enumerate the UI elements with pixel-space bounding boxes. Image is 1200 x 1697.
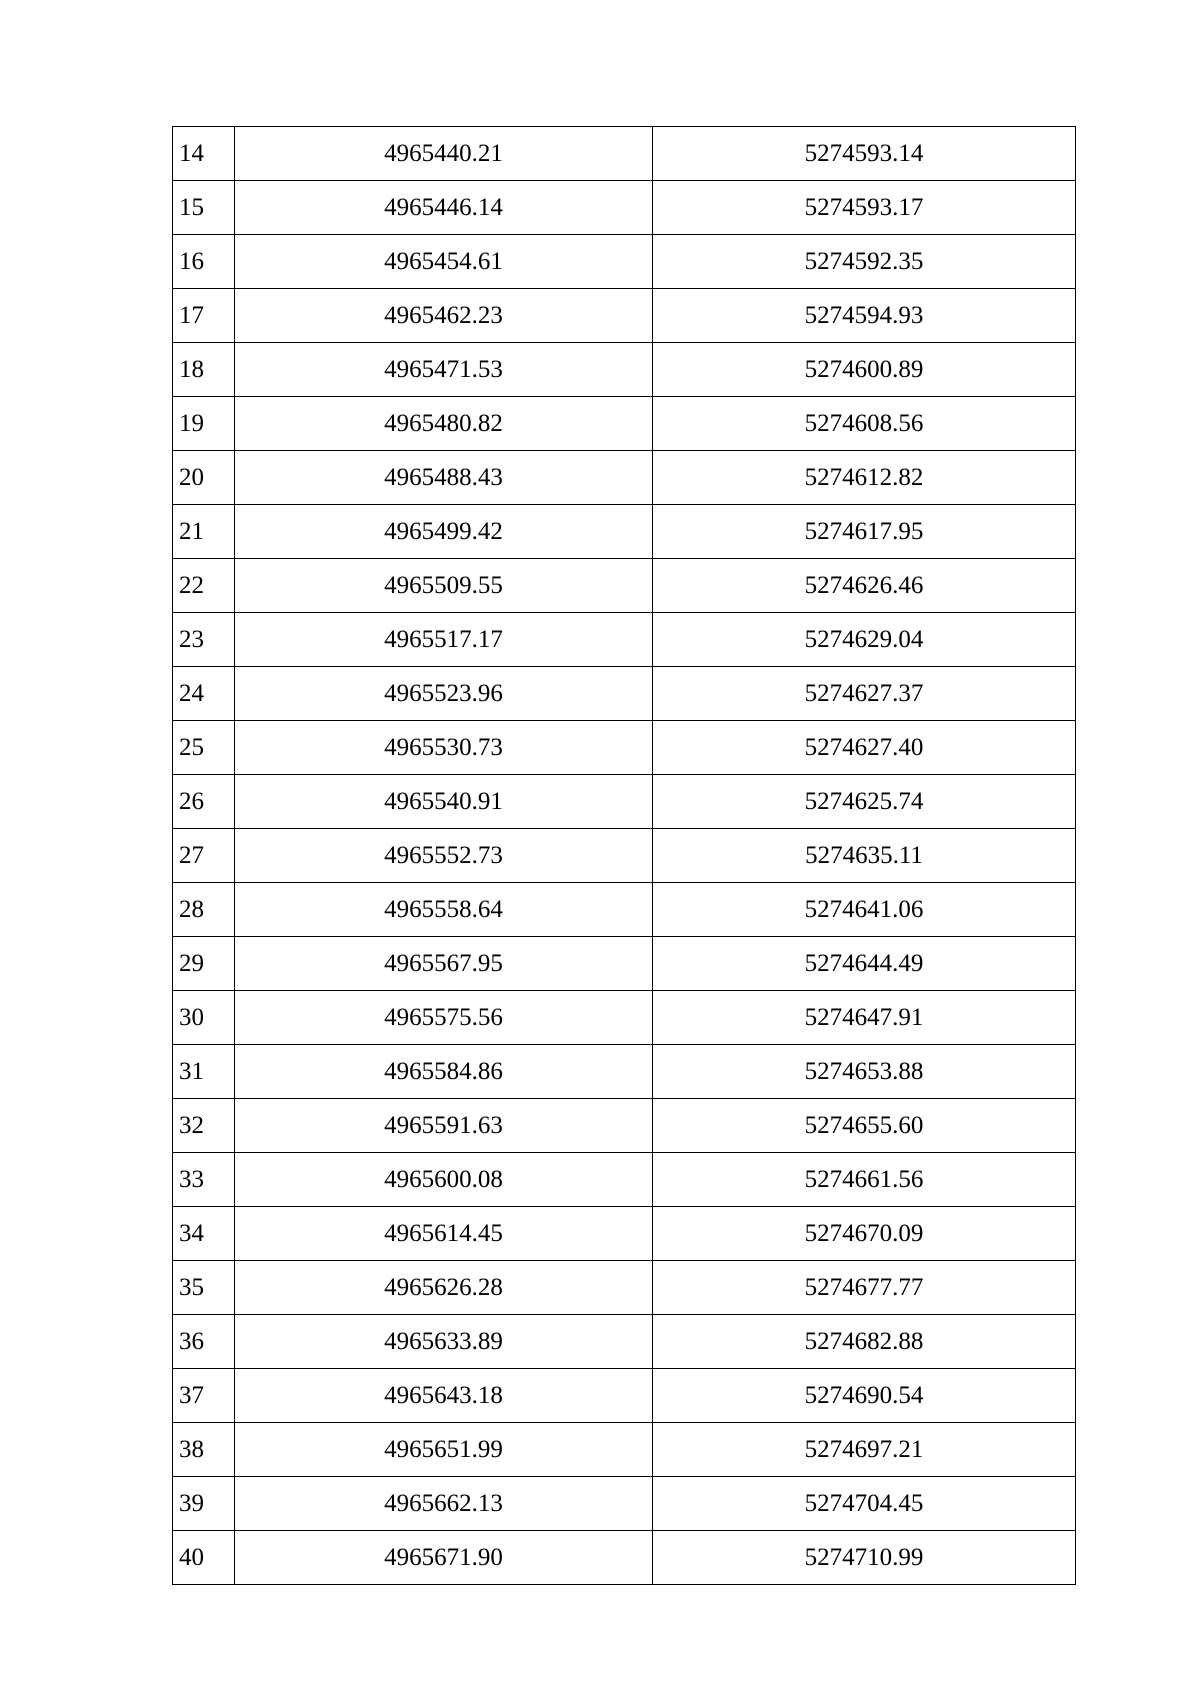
x-coordinate-cell: 4965651.99 [235, 1423, 653, 1477]
y-coordinate-cell: 5274653.88 [653, 1045, 1076, 1099]
y-coordinate-cell: 5274625.74 [653, 775, 1076, 829]
point-number-cell: 39 [173, 1477, 235, 1531]
table-row [173, 1153, 1076, 1207]
x-coordinate-cell: 4965626.28 [235, 1261, 653, 1315]
point-number-cell: 18 [173, 343, 235, 397]
y-coordinate-cell: 5274704.45 [653, 1477, 1076, 1531]
point-number-cell: 19 [173, 397, 235, 451]
y-coordinate-cell: 5274612.82 [653, 451, 1076, 505]
x-coordinate-cell: 4965567.95 [235, 937, 653, 991]
table-row [173, 829, 1076, 883]
y-coordinate-cell: 5274677.77 [653, 1261, 1076, 1315]
y-coordinate-cell: 5274594.93 [653, 289, 1076, 343]
table-row [173, 343, 1076, 397]
table-row [173, 1099, 1076, 1153]
x-coordinate-cell: 4965591.63 [235, 1099, 653, 1153]
coordinates-table [172, 126, 1076, 1585]
point-number-cell: 33 [173, 1153, 235, 1207]
x-coordinate-cell: 4965523.96 [235, 667, 653, 721]
point-number-cell: 31 [173, 1045, 235, 1099]
table-row [173, 883, 1076, 937]
point-number-cell: 25 [173, 721, 235, 775]
x-coordinate-cell: 4965517.17 [235, 613, 653, 667]
point-number-cell: 35 [173, 1261, 235, 1315]
y-coordinate-cell: 5274627.37 [653, 667, 1076, 721]
coordinates-table-body [173, 127, 1076, 1585]
point-number-cell: 22 [173, 559, 235, 613]
y-coordinate-cell: 5274593.17 [653, 181, 1076, 235]
x-coordinate-cell: 4965552.73 [235, 829, 653, 883]
table-row [173, 613, 1076, 667]
y-coordinate-cell: 5274682.88 [653, 1315, 1076, 1369]
table-row [173, 559, 1076, 613]
table-row [173, 775, 1076, 829]
table-row [173, 1261, 1076, 1315]
y-coordinate-cell: 5274670.09 [653, 1207, 1076, 1261]
x-coordinate-cell: 4965446.14 [235, 181, 653, 235]
point-number-cell: 30 [173, 991, 235, 1045]
y-coordinate-cell: 5274629.04 [653, 613, 1076, 667]
y-coordinate-cell: 5274690.54 [653, 1369, 1076, 1423]
x-coordinate-cell: 4965440.21 [235, 127, 653, 181]
point-number-cell: 16 [173, 235, 235, 289]
x-coordinate-cell: 4965530.73 [235, 721, 653, 775]
y-coordinate-cell: 5274593.14 [653, 127, 1076, 181]
point-number-cell: 26 [173, 775, 235, 829]
x-coordinate-cell: 4965600.08 [235, 1153, 653, 1207]
table-row [173, 991, 1076, 1045]
y-coordinate-cell: 5274627.40 [653, 721, 1076, 775]
table-row [173, 289, 1076, 343]
table-row [173, 937, 1076, 991]
x-coordinate-cell: 4965509.55 [235, 559, 653, 613]
point-number-cell: 37 [173, 1369, 235, 1423]
table-row [173, 1207, 1076, 1261]
y-coordinate-cell: 5274697.21 [653, 1423, 1076, 1477]
table-row [173, 1045, 1076, 1099]
table-row [173, 1531, 1076, 1585]
x-coordinate-cell: 4965462.23 [235, 289, 653, 343]
point-number-cell: 27 [173, 829, 235, 883]
table-row [173, 505, 1076, 559]
table-row [173, 235, 1076, 289]
x-coordinate-cell: 4965558.64 [235, 883, 653, 937]
table-row [173, 667, 1076, 721]
y-coordinate-cell: 5274600.89 [653, 343, 1076, 397]
table-row [173, 181, 1076, 235]
point-number-cell: 20 [173, 451, 235, 505]
y-coordinate-cell: 5274647.91 [653, 991, 1076, 1045]
table-row [173, 1423, 1076, 1477]
x-coordinate-cell: 4965614.45 [235, 1207, 653, 1261]
point-number-cell: 32 [173, 1099, 235, 1153]
table-row [173, 397, 1076, 451]
point-number-cell: 28 [173, 883, 235, 937]
y-coordinate-cell: 5274635.11 [653, 829, 1076, 883]
x-coordinate-cell: 4965471.53 [235, 343, 653, 397]
table-row [173, 1477, 1076, 1531]
point-number-cell: 36 [173, 1315, 235, 1369]
point-number-cell: 40 [173, 1531, 235, 1585]
table-row [173, 1315, 1076, 1369]
y-coordinate-cell: 5274617.95 [653, 505, 1076, 559]
x-coordinate-cell: 4965540.91 [235, 775, 653, 829]
point-number-cell: 29 [173, 937, 235, 991]
x-coordinate-cell: 4965671.90 [235, 1531, 653, 1585]
x-coordinate-cell: 4965454.61 [235, 235, 653, 289]
point-number-cell: 24 [173, 667, 235, 721]
x-coordinate-cell: 4965643.18 [235, 1369, 653, 1423]
point-number-cell: 15 [173, 181, 235, 235]
x-coordinate-cell: 4965662.13 [235, 1477, 653, 1531]
y-coordinate-cell: 5274626.46 [653, 559, 1076, 613]
y-coordinate-cell: 5274661.56 [653, 1153, 1076, 1207]
y-coordinate-cell: 5274655.60 [653, 1099, 1076, 1153]
y-coordinate-cell: 5274608.56 [653, 397, 1076, 451]
table-row [173, 1369, 1076, 1423]
table-row [173, 451, 1076, 505]
y-coordinate-cell: 5274592.35 [653, 235, 1076, 289]
y-coordinate-cell: 5274644.49 [653, 937, 1076, 991]
x-coordinate-cell: 4965480.82 [235, 397, 653, 451]
x-coordinate-cell: 4965575.56 [235, 991, 653, 1045]
point-number-cell: 14 [173, 127, 235, 181]
point-number-cell: 21 [173, 505, 235, 559]
x-coordinate-cell: 4965488.43 [235, 451, 653, 505]
point-number-cell: 38 [173, 1423, 235, 1477]
point-number-cell: 34 [173, 1207, 235, 1261]
table-row [173, 127, 1076, 181]
x-coordinate-cell: 4965584.86 [235, 1045, 653, 1099]
y-coordinate-cell: 5274710.99 [653, 1531, 1076, 1585]
point-number-cell: 17 [173, 289, 235, 343]
x-coordinate-cell: 4965633.89 [235, 1315, 653, 1369]
y-coordinate-cell: 5274641.06 [653, 883, 1076, 937]
x-coordinate-cell: 4965499.42 [235, 505, 653, 559]
table-row [173, 721, 1076, 775]
point-number-cell: 23 [173, 613, 235, 667]
